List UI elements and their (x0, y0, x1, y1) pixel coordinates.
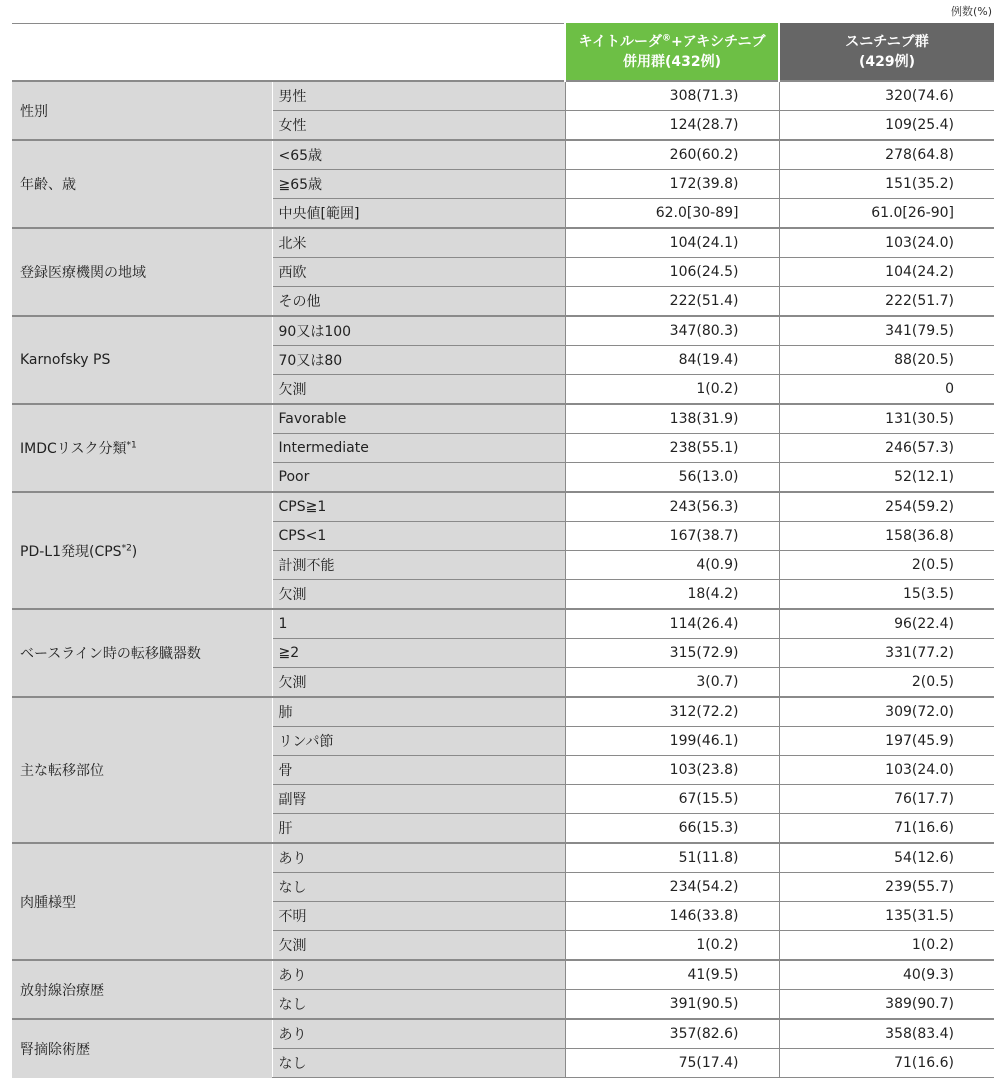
sunitinib-value: 109(25.4) (779, 111, 994, 141)
subcategory-label: 肺 (272, 697, 565, 727)
table-row (12, 609, 994, 639)
sunitinib-value: 331(77.2) (779, 639, 994, 668)
category-cell (12, 81, 272, 140)
sunitinib-value: 103(24.0) (779, 756, 994, 785)
category-cell (12, 404, 272, 492)
sunitinib-value: 104(24.2) (779, 258, 994, 287)
category-cell (12, 316, 272, 404)
combination-value: 234(54.2) (565, 873, 779, 902)
sunitinib-value: 71(16.6) (779, 814, 994, 844)
combination-value: 56(13.0) (565, 463, 779, 493)
combination-value: 1(0.2) (565, 375, 779, 405)
sunitinib-value: 341(79.5) (779, 316, 994, 346)
subcategory-label: 西欧 (272, 258, 565, 287)
combination-value: 347(80.3) (565, 316, 779, 346)
subcategory-label: 男性 (272, 81, 565, 111)
header-g2-line1: スニチニブ群 (845, 34, 929, 50)
header-blank-cell (12, 24, 565, 82)
category-cell (12, 697, 272, 843)
sunitinib-value: 309(72.0) (779, 697, 994, 727)
sunitinib-value: 40(9.3) (779, 960, 994, 990)
combination-value: 84(19.4) (565, 346, 779, 375)
combination-value: 124(28.7) (565, 111, 779, 141)
sunitinib-value: 103(24.0) (779, 228, 994, 258)
subcategory-label: あり (272, 960, 565, 990)
sunitinib-value: 389(90.7) (779, 990, 994, 1020)
category-cell (12, 140, 272, 228)
subcategory-label: 計測不能 (272, 551, 565, 580)
subcategory-label: なし (272, 1049, 565, 1078)
category-label: 性別 (20, 103, 48, 120)
sunitinib-value: 15(3.5) (779, 580, 994, 610)
sunitinib-value: 254(59.2) (779, 492, 994, 522)
subcategory-label: 90又は100 (272, 316, 565, 346)
combination-value: 222(51.4) (565, 287, 779, 317)
subcategory-label: その他 (272, 287, 565, 317)
header-g1-line1b: +アキシチニブ (670, 34, 766, 50)
combination-value: 312(72.2) (565, 697, 779, 727)
sunitinib-value: 222(51.7) (779, 287, 994, 317)
sunitinib-value: 0 (779, 375, 994, 405)
table-row (12, 404, 994, 434)
subcategory-label: 骨 (272, 756, 565, 785)
header-g1-line1: キイトルーダ (578, 34, 662, 50)
subcategory-label: Intermediate (272, 434, 565, 463)
combination-value: 75(17.4) (565, 1049, 779, 1078)
table-row (12, 960, 994, 990)
category-label: IMDCリスク分類 (20, 441, 127, 457)
category-label: 年齢、歳 (20, 177, 76, 193)
sunitinib-value: 151(35.2) (779, 170, 994, 199)
sunitinib-value: 358(83.4) (779, 1019, 994, 1049)
sunitinib-value: 278(64.8) (779, 140, 994, 170)
header-sunitinib-group (779, 24, 994, 82)
subcategory-label: ≧2 (272, 639, 565, 668)
subcategory-label: 不明 (272, 902, 565, 931)
header-g1-line2: 併用群(432例) (622, 54, 722, 70)
combination-value: 103(23.8) (565, 756, 779, 785)
subcategory-label: <65歳 (272, 140, 565, 170)
table-row (12, 697, 994, 727)
sunitinib-value: 76(17.7) (779, 785, 994, 814)
header-combination-group (565, 24, 779, 82)
combination-value: 1(0.2) (565, 931, 779, 961)
combination-value: 51(11.8) (565, 843, 779, 873)
sunitinib-value: 320(74.6) (779, 81, 994, 111)
combination-value: 391(90.5) (565, 990, 779, 1020)
subcategory-label: 1 (272, 609, 565, 639)
subcategory-label: 北米 (272, 228, 565, 258)
sunitinib-value: 158(36.8) (779, 522, 994, 551)
sunitinib-value: 54(12.6) (779, 843, 994, 873)
combination-value: 138(31.9) (565, 404, 779, 434)
combination-value: 114(26.4) (565, 609, 779, 639)
combination-value: 62.0[30-89] (565, 199, 779, 229)
sunitinib-value: 71(16.6) (779, 1049, 994, 1078)
sunitinib-value: 96(22.4) (779, 609, 994, 639)
table-row (12, 140, 994, 170)
table-row (12, 1019, 994, 1049)
table-row (12, 81, 994, 111)
sunitinib-value: 246(57.3) (779, 434, 994, 463)
category-label-suffix: ) (131, 543, 138, 560)
table-row (12, 492, 994, 522)
subcategory-label: 70又は80 (272, 346, 565, 375)
subcategory-label: 欠測 (272, 668, 565, 698)
combination-value: 315(72.9) (565, 639, 779, 668)
combination-value: 67(15.5) (565, 785, 779, 814)
category-cell (12, 843, 272, 960)
category-cell (12, 1019, 272, 1078)
table-body (12, 81, 994, 1078)
footnote-marker: *2 (121, 542, 132, 553)
subcategory-label: 欠測 (272, 375, 565, 405)
sunitinib-value: 52(12.1) (779, 463, 994, 493)
sunitinib-value: 135(31.5) (779, 902, 994, 931)
combination-value: 3(0.7) (565, 668, 779, 698)
combination-value: 104(24.1) (565, 228, 779, 258)
sunitinib-value: 239(55.7) (779, 873, 994, 902)
combination-value: 238(55.1) (565, 434, 779, 463)
subcategory-label: 欠測 (272, 931, 565, 961)
subcategory-label: 欠測 (272, 580, 565, 610)
sunitinib-value: 131(30.5) (779, 404, 994, 434)
combination-value: 172(39.8) (565, 170, 779, 199)
registered-mark: ® (661, 33, 671, 44)
baseline-characteristics-table (12, 23, 994, 1078)
subcategory-label: なし (272, 873, 565, 902)
combination-value: 199(46.1) (565, 727, 779, 756)
subcategory-label: Poor (272, 463, 565, 493)
combination-value: 18(4.2) (565, 580, 779, 610)
subcategory-label: 中央値[範囲] (272, 199, 565, 229)
subcategory-label: リンパ節 (272, 727, 565, 756)
category-label: Karnofsky PS (20, 352, 111, 368)
combination-value: 66(15.3) (565, 814, 779, 844)
combination-value: 260(60.2) (565, 140, 779, 170)
sunitinib-value: 1(0.2) (779, 931, 994, 961)
category-label: 放射線治療歴 (20, 982, 104, 999)
subcategory-label: 肝 (272, 814, 565, 844)
category-label: 主な転移部位 (20, 763, 104, 779)
subcategory-label: 女性 (272, 111, 565, 141)
subcategory-label: あり (272, 843, 565, 873)
combination-value: 41(9.5) (565, 960, 779, 990)
units-note: 例数(%) (950, 5, 992, 18)
footnote-marker: *1 (126, 440, 137, 451)
category-label: 腎摘除術歴 (20, 1041, 90, 1058)
sunitinib-value: 2(0.5) (779, 551, 994, 580)
subcategory-label: CPS≧1 (272, 492, 565, 522)
table-row (12, 316, 994, 346)
category-label: ベースライン時の転移臓器数 (20, 646, 201, 662)
sunitinib-value: 61.0[26-90] (779, 199, 994, 229)
subcategory-label: CPS<1 (272, 522, 565, 551)
subcategory-label: 副腎 (272, 785, 565, 814)
subcategory-label: あり (272, 1019, 565, 1049)
category-cell (12, 960, 272, 1019)
combination-value: 243(56.3) (565, 492, 779, 522)
combination-value: 357(82.6) (565, 1019, 779, 1049)
combination-value: 146(33.8) (565, 902, 779, 931)
category-label: PD-L1発現(CPS (20, 543, 122, 560)
table-row (12, 843, 994, 873)
table-header-row (12, 24, 994, 82)
combination-value: 106(24.5) (565, 258, 779, 287)
sunitinib-value: 197(45.9) (779, 727, 994, 756)
subcategory-label: なし (272, 990, 565, 1020)
subcategory-label: Favorable (272, 404, 565, 434)
category-label: 肉腫様型 (20, 894, 76, 911)
header-g2-line2: (429例) (858, 54, 916, 70)
sunitinib-value: 88(20.5) (779, 346, 994, 375)
table-row (12, 228, 994, 258)
combination-value: 167(38.7) (565, 522, 779, 551)
sunitinib-value: 2(0.5) (779, 668, 994, 698)
category-cell (12, 492, 272, 609)
combination-value: 4(0.9) (565, 551, 779, 580)
subcategory-label: ≧65歳 (272, 170, 565, 199)
combination-value: 308(71.3) (565, 81, 779, 111)
category-cell (12, 228, 272, 316)
category-cell (12, 609, 272, 697)
category-label: 登録医療機関の地域 (20, 265, 146, 281)
